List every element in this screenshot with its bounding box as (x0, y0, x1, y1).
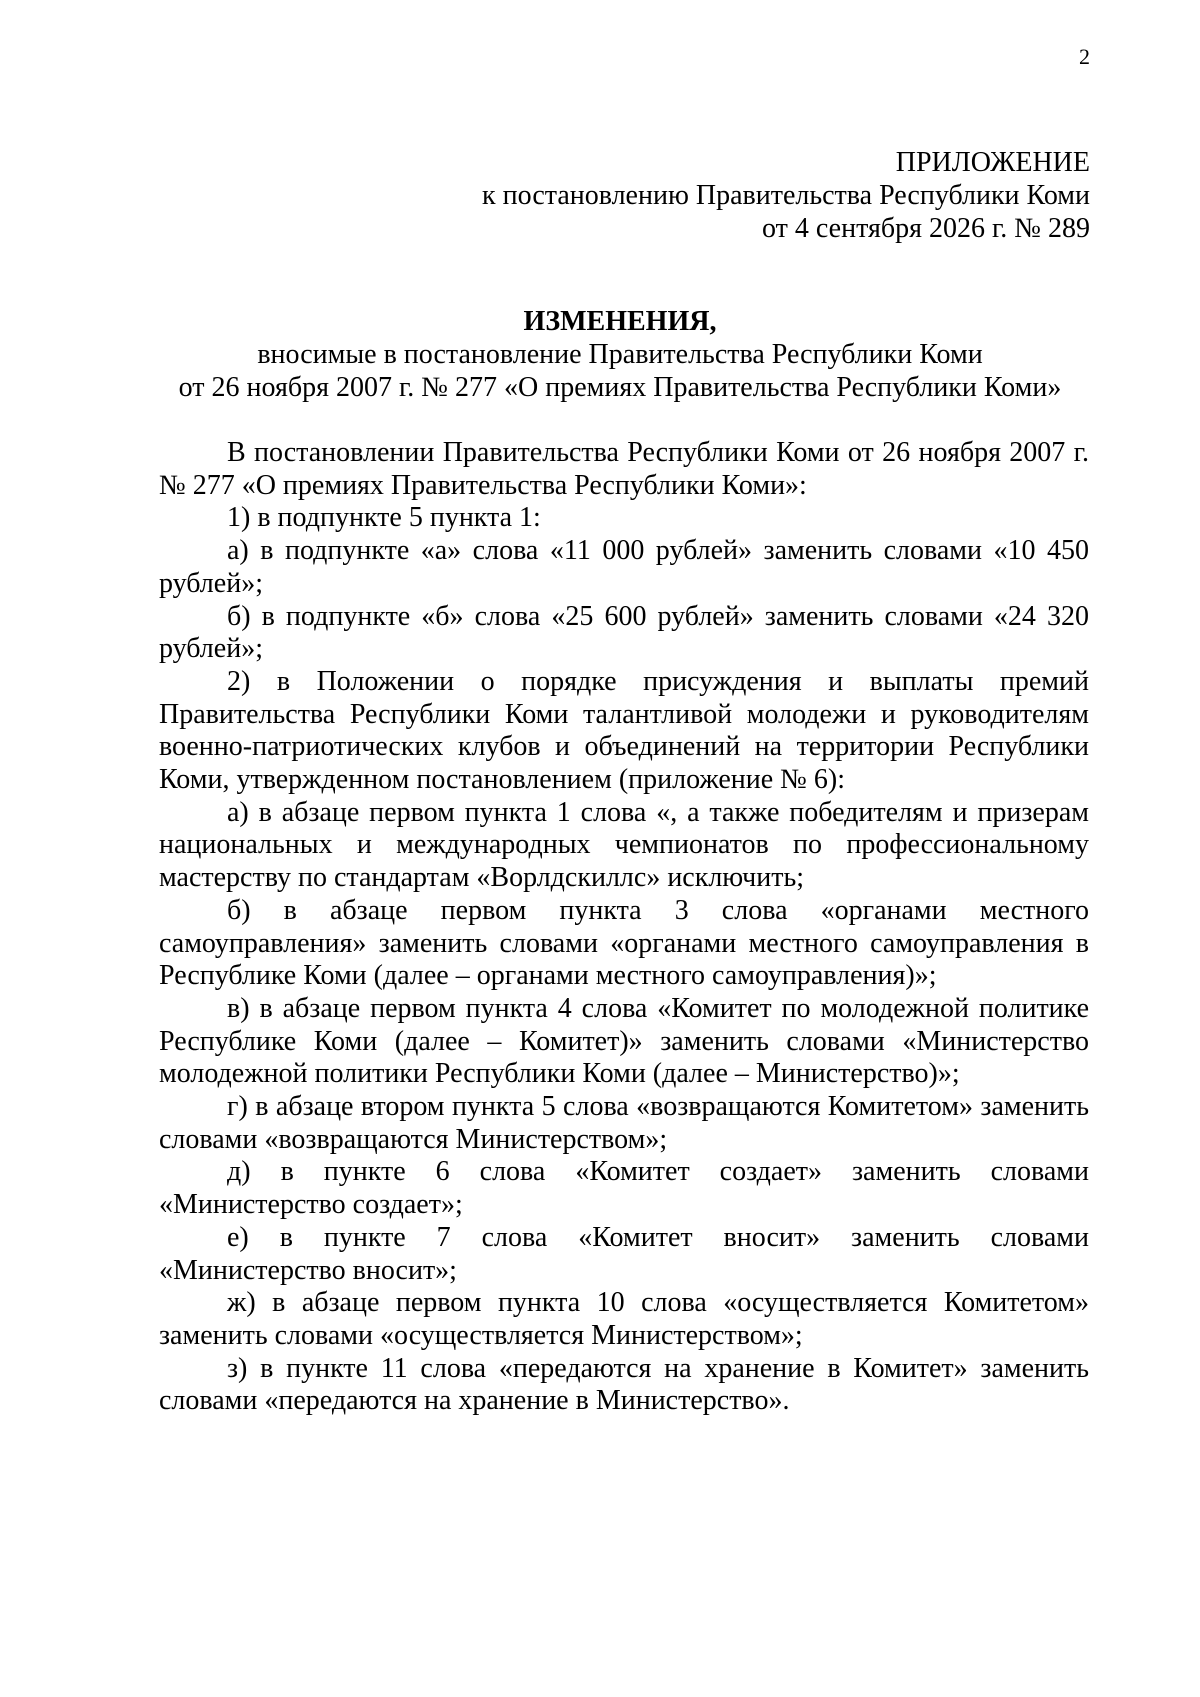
paragraph-item-2: 2) в Положении о порядке присуждения и выплаты премий Правительства Республики Коми талантливой молодежи и руководителям военно-патриотических клубов и объединений на территории Республики Коми, утвержденном постановлением (приложение № 6): (159, 665, 1089, 796)
page-number: 2 (1079, 44, 1090, 69)
document-title: ИЗМЕНЕНИЯ, (523, 306, 717, 337)
appendix-reference: к постановлению Правительства Республики Коми (482, 180, 1090, 211)
paragraph-item-1: 1) в подпункте 5 пункта 1: (227, 502, 541, 534)
paragraph-item-1a: а) в подпункте «а» слова «11 000 рублей» заменить словами «10 450 рублей»; (159, 535, 1089, 599)
document-subtitle-line-2: от 26 ноября 2007 г. № 277 «О премиях Правительства Республики Коми» (178, 372, 1062, 403)
paragraph-item-2a: а) в абзаце первом пункта 1 слова «, а также победителям и призерам национальных и международных чемпионатов по профессиональному мастерству по стандартам «Ворлдскиллс» исключить; (159, 796, 1089, 894)
paragraph-intro: В постановлении Правительства Республики Коми от 26 ноября 2007 г. № 277 «О премиях Правительства Республики Коми»: (159, 437, 1089, 501)
paragraph-item-1b: б) в подпункте «б» слова «25 600 рублей» заменить словами «24 320 рублей»; (159, 600, 1089, 665)
paragraph-item-2b: б) в абзаце первом пункта 3 слова «органами местного самоуправления» заменить словами «органами местного самоуправления в Республике Коми (далее – органами местного самоуправления)»; (159, 894, 1089, 992)
paragraph-item-2zh: ж) в абзаце первом пункта 10 слова «осуществляется Комитетом» заменить словами «осуществляется Министерством»; (159, 1287, 1089, 1351)
document-heading (160, 305, 1080, 404)
document-subtitle-line-1: вносимые в постановление Правительства Республики Коми (257, 339, 983, 370)
appendix-label: ПРИЛОЖЕНИЕ (895, 147, 1090, 178)
appendix-header (420, 146, 1090, 245)
paragraph-item-2v: в) в абзаце первом пункта 4 слова «Комитет по молодежной политике Республике Коми (далее – Комитет)» заменить словами «Министерство молодежной политики Республики Коми (далее – Министерство)»; (159, 992, 1089, 1090)
paragraph-item-2d: д) в пункте 6 слова «Комитет создает» заменить словами «Министерство создает»; (159, 1156, 1089, 1221)
paragraph-item-2e: е) в пункте 7 слова «Комитет вносит» заменить словами «Министерство вносит»; (159, 1221, 1089, 1286)
paragraph-item-2g: г) в абзаце втором пункта 5 слова «возвращаются Комитетом» заменить словами «возвращаются Министерством»; (159, 1091, 1089, 1155)
appendix-date-number: от 4 сентября 2026 г. № 289 (762, 213, 1090, 244)
document-body (159, 437, 1089, 1418)
paragraph-item-2z: з) в пункте 11 слова «передаются на хранение в Комитет» заменить словами «передаются на хранение в Министерство». (159, 1352, 1089, 1417)
